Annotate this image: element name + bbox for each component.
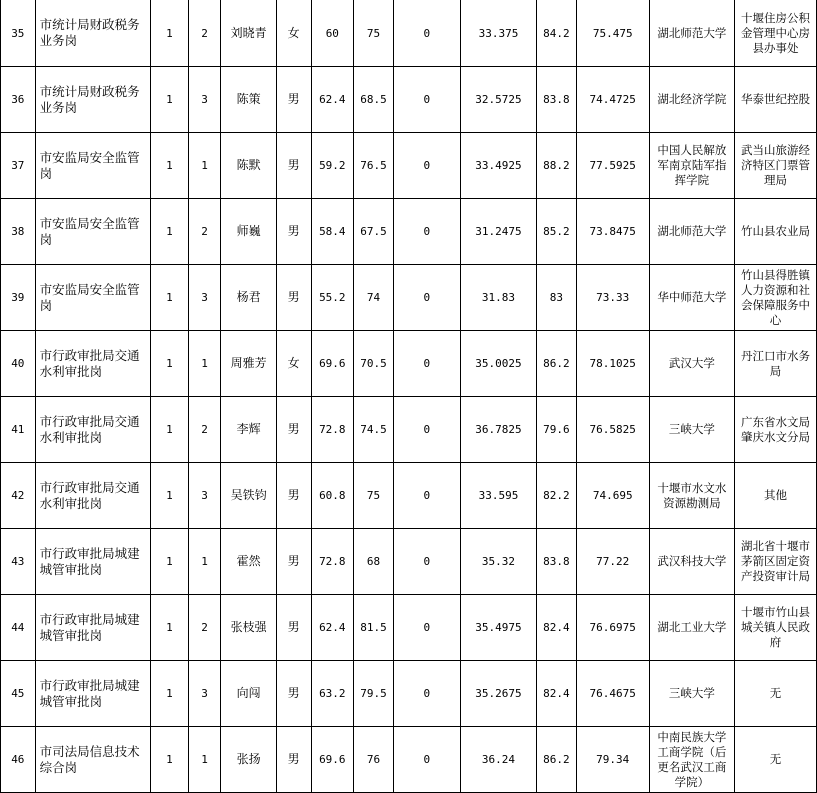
interview-score-cell: 68 <box>354 529 394 595</box>
rank-cell: 3 <box>188 661 221 727</box>
position-cell: 市安监局安全监管岗 <box>35 265 151 331</box>
total-score-cell: 76.5825 <box>576 397 649 463</box>
second-score-cell: 86.2 <box>537 727 577 793</box>
rank-cell: 2 <box>188 0 221 67</box>
second-score-cell: 83.8 <box>537 67 577 133</box>
table-body <box>1 0 817 793</box>
written-score-cell: 60 <box>311 0 354 67</box>
table-row <box>1 661 817 727</box>
second-score-cell: 82.4 <box>537 595 577 661</box>
table-row <box>1 529 817 595</box>
total-score-cell: 79.34 <box>576 727 649 793</box>
plan-count-cell: 1 <box>151 727 189 793</box>
written-score-cell: 59.2 <box>311 133 354 199</box>
gender-cell: 男 <box>276 265 311 331</box>
gender-cell: 男 <box>276 727 311 793</box>
weighted-written-cell: 35.4975 <box>460 595 536 661</box>
weighted-written-cell: 31.2475 <box>460 199 536 265</box>
position-cell: 市行政审批局交通水利审批岗 <box>35 463 151 529</box>
gender-cell: 女 <box>276 0 311 67</box>
position-cell: 市行政审批局交通水利审批岗 <box>35 397 151 463</box>
table-row <box>1 397 817 463</box>
bonus-cell: 0 <box>393 463 460 529</box>
gender-cell: 男 <box>276 67 311 133</box>
name-cell: 周雅芳 <box>221 331 276 397</box>
bonus-cell: 0 <box>393 265 460 331</box>
weighted-written-cell: 36.24 <box>460 727 536 793</box>
table-row <box>1 463 817 529</box>
interview-score-cell: 74.5 <box>354 397 394 463</box>
work-unit-cell: 其他 <box>734 463 816 529</box>
rank-cell: 1 <box>188 727 221 793</box>
name-cell: 李辉 <box>221 397 276 463</box>
interview-score-cell: 67.5 <box>354 199 394 265</box>
rank-cell: 3 <box>188 67 221 133</box>
gender-cell: 男 <box>276 397 311 463</box>
work-unit-cell: 丹江口市水务局 <box>734 331 816 397</box>
table-row <box>1 727 817 793</box>
name-cell: 张枝强 <box>221 595 276 661</box>
gender-cell: 男 <box>276 661 311 727</box>
second-score-cell: 85.2 <box>537 199 577 265</box>
table-row <box>1 265 817 331</box>
position-cell: 市行政审批局城建城管审批岗 <box>35 595 151 661</box>
interview-score-cell: 75 <box>354 463 394 529</box>
row-index: 41 <box>1 397 36 463</box>
school-cell: 中南民族大学工商学院（后更名武汉工商学院） <box>649 727 734 793</box>
position-cell: 市安监局安全监管岗 <box>35 133 151 199</box>
bonus-cell: 0 <box>393 67 460 133</box>
table-row <box>1 133 817 199</box>
bonus-cell: 0 <box>393 727 460 793</box>
second-score-cell: 83 <box>537 265 577 331</box>
weighted-written-cell: 33.595 <box>460 463 536 529</box>
school-cell: 湖北经济学院 <box>649 67 734 133</box>
plan-count-cell: 1 <box>151 331 189 397</box>
total-score-cell: 75.475 <box>576 0 649 67</box>
name-cell: 向闯 <box>221 661 276 727</box>
total-score-cell: 74.4725 <box>576 67 649 133</box>
written-score-cell: 63.2 <box>311 661 354 727</box>
total-score-cell: 74.695 <box>576 463 649 529</box>
second-score-cell: 82.4 <box>537 661 577 727</box>
total-score-cell: 73.8475 <box>576 199 649 265</box>
total-score-cell: 78.1025 <box>576 331 649 397</box>
name-cell: 张扬 <box>221 727 276 793</box>
name-cell: 吴铁钧 <box>221 463 276 529</box>
bonus-cell: 0 <box>393 529 460 595</box>
written-score-cell: 72.8 <box>311 529 354 595</box>
interview-score-cell: 76.5 <box>354 133 394 199</box>
bonus-cell: 0 <box>393 397 460 463</box>
row-index: 46 <box>1 727 36 793</box>
weighted-written-cell: 33.4925 <box>460 133 536 199</box>
row-index: 43 <box>1 529 36 595</box>
second-score-cell: 82.2 <box>537 463 577 529</box>
total-score-cell: 73.33 <box>576 265 649 331</box>
row-index: 39 <box>1 265 36 331</box>
position-cell: 市行政审批局城建城管审批岗 <box>35 661 151 727</box>
school-cell: 三峡大学 <box>649 397 734 463</box>
rank-cell: 1 <box>188 133 221 199</box>
name-cell: 陈默 <box>221 133 276 199</box>
interview-score-cell: 68.5 <box>354 67 394 133</box>
written-score-cell: 72.8 <box>311 397 354 463</box>
name-cell: 刘晓青 <box>221 0 276 67</box>
written-score-cell: 60.8 <box>311 463 354 529</box>
weighted-written-cell: 35.2675 <box>460 661 536 727</box>
work-unit-cell: 竹山县农业局 <box>734 199 816 265</box>
name-cell: 陈策 <box>221 67 276 133</box>
rank-cell: 1 <box>188 529 221 595</box>
work-unit-cell: 十堰市竹山县城关镇人民政府 <box>734 595 816 661</box>
rank-cell: 3 <box>188 463 221 529</box>
weighted-written-cell: 35.32 <box>460 529 536 595</box>
plan-count-cell: 1 <box>151 0 189 67</box>
table-row <box>1 595 817 661</box>
interview-score-cell: 74 <box>354 265 394 331</box>
written-score-cell: 69.6 <box>311 331 354 397</box>
school-cell: 中国人民解放军南京陆军指挥学院 <box>649 133 734 199</box>
work-unit-cell: 竹山县得胜镇人力资源和社会保障服务中心 <box>734 265 816 331</box>
row-index: 44 <box>1 595 36 661</box>
weighted-written-cell: 36.7825 <box>460 397 536 463</box>
school-cell: 华中师范大学 <box>649 265 734 331</box>
rank-cell: 2 <box>188 595 221 661</box>
bonus-cell: 0 <box>393 331 460 397</box>
plan-count-cell: 1 <box>151 595 189 661</box>
weighted-written-cell: 31.83 <box>460 265 536 331</box>
work-unit-cell: 十堰住房公积金管理中心房县办事处 <box>734 0 816 67</box>
rank-cell: 3 <box>188 265 221 331</box>
interview-score-cell: 79.5 <box>354 661 394 727</box>
position-cell: 市安监局安全监管岗 <box>35 199 151 265</box>
interview-score-cell: 76 <box>354 727 394 793</box>
work-unit-cell: 无 <box>734 661 816 727</box>
position-cell: 市统计局财政税务业务岗 <box>35 67 151 133</box>
bonus-cell: 0 <box>393 0 460 67</box>
second-score-cell: 88.2 <box>537 133 577 199</box>
plan-count-cell: 1 <box>151 133 189 199</box>
school-cell: 湖北工业大学 <box>649 595 734 661</box>
plan-count-cell: 1 <box>151 67 189 133</box>
work-unit-cell: 广东省水文局肇庆水文分局 <box>734 397 816 463</box>
interview-score-cell: 75 <box>354 0 394 67</box>
row-index: 36 <box>1 67 36 133</box>
gender-cell: 男 <box>276 529 311 595</box>
position-cell: 市行政审批局城建城管审批岗 <box>35 529 151 595</box>
school-cell: 武汉科技大学 <box>649 529 734 595</box>
row-index: 45 <box>1 661 36 727</box>
rank-cell: 2 <box>188 199 221 265</box>
table-row <box>1 0 817 67</box>
work-unit-cell: 华泰世纪控股 <box>734 67 816 133</box>
position-cell: 市行政审批局交通水利审批岗 <box>35 331 151 397</box>
written-score-cell: 69.6 <box>311 727 354 793</box>
school-cell: 十堰市水文水资源勘测局 <box>649 463 734 529</box>
plan-count-cell: 1 <box>151 397 189 463</box>
row-index: 42 <box>1 463 36 529</box>
rank-cell: 1 <box>188 331 221 397</box>
gender-cell: 男 <box>276 595 311 661</box>
school-cell: 三峡大学 <box>649 661 734 727</box>
school-cell: 湖北师范大学 <box>649 199 734 265</box>
gender-cell: 男 <box>276 133 311 199</box>
gender-cell: 男 <box>276 199 311 265</box>
second-score-cell: 83.8 <box>537 529 577 595</box>
total-score-cell: 77.5925 <box>576 133 649 199</box>
second-score-cell: 86.2 <box>537 331 577 397</box>
row-index: 37 <box>1 133 36 199</box>
bonus-cell: 0 <box>393 661 460 727</box>
total-score-cell: 77.22 <box>576 529 649 595</box>
row-index: 38 <box>1 199 36 265</box>
position-cell: 市统计局财政税务业务岗 <box>35 0 151 67</box>
interview-score-cell: 70.5 <box>354 331 394 397</box>
written-score-cell: 55.2 <box>311 265 354 331</box>
row-index: 40 <box>1 331 36 397</box>
total-score-cell: 76.6975 <box>576 595 649 661</box>
plan-count-cell: 1 <box>151 529 189 595</box>
gender-cell: 男 <box>276 463 311 529</box>
name-cell: 霍然 <box>221 529 276 595</box>
written-score-cell: 58.4 <box>311 199 354 265</box>
total-score-cell: 76.4675 <box>576 661 649 727</box>
gender-cell: 女 <box>276 331 311 397</box>
plan-count-cell: 1 <box>151 661 189 727</box>
bonus-cell: 0 <box>393 595 460 661</box>
work-unit-cell: 武当山旅游经济特区门票管理局 <box>734 133 816 199</box>
weighted-written-cell: 32.5725 <box>460 67 536 133</box>
written-score-cell: 62.4 <box>311 67 354 133</box>
rank-cell: 2 <box>188 397 221 463</box>
work-unit-cell: 湖北省十堰市茅箭区固定资产投资审计局 <box>734 529 816 595</box>
name-cell: 杨君 <box>221 265 276 331</box>
interview-score-cell: 81.5 <box>354 595 394 661</box>
second-score-cell: 84.2 <box>537 0 577 67</box>
weighted-written-cell: 33.375 <box>460 0 536 67</box>
school-cell: 武汉大学 <box>649 331 734 397</box>
position-cell: 市司法局信息技术综合岗 <box>35 727 151 793</box>
weighted-written-cell: 35.0025 <box>460 331 536 397</box>
plan-count-cell: 1 <box>151 463 189 529</box>
work-unit-cell: 无 <box>734 727 816 793</box>
second-score-cell: 79.6 <box>537 397 577 463</box>
plan-count-cell: 1 <box>151 199 189 265</box>
table-row <box>1 331 817 397</box>
school-cell: 湖北师范大学 <box>649 0 734 67</box>
row-index: 35 <box>1 0 36 67</box>
table-row <box>1 67 817 133</box>
bonus-cell: 0 <box>393 199 460 265</box>
table-row <box>1 199 817 265</box>
written-score-cell: 62.4 <box>311 595 354 661</box>
plan-count-cell: 1 <box>151 265 189 331</box>
bonus-cell: 0 <box>393 133 460 199</box>
name-cell: 师巍 <box>221 199 276 265</box>
